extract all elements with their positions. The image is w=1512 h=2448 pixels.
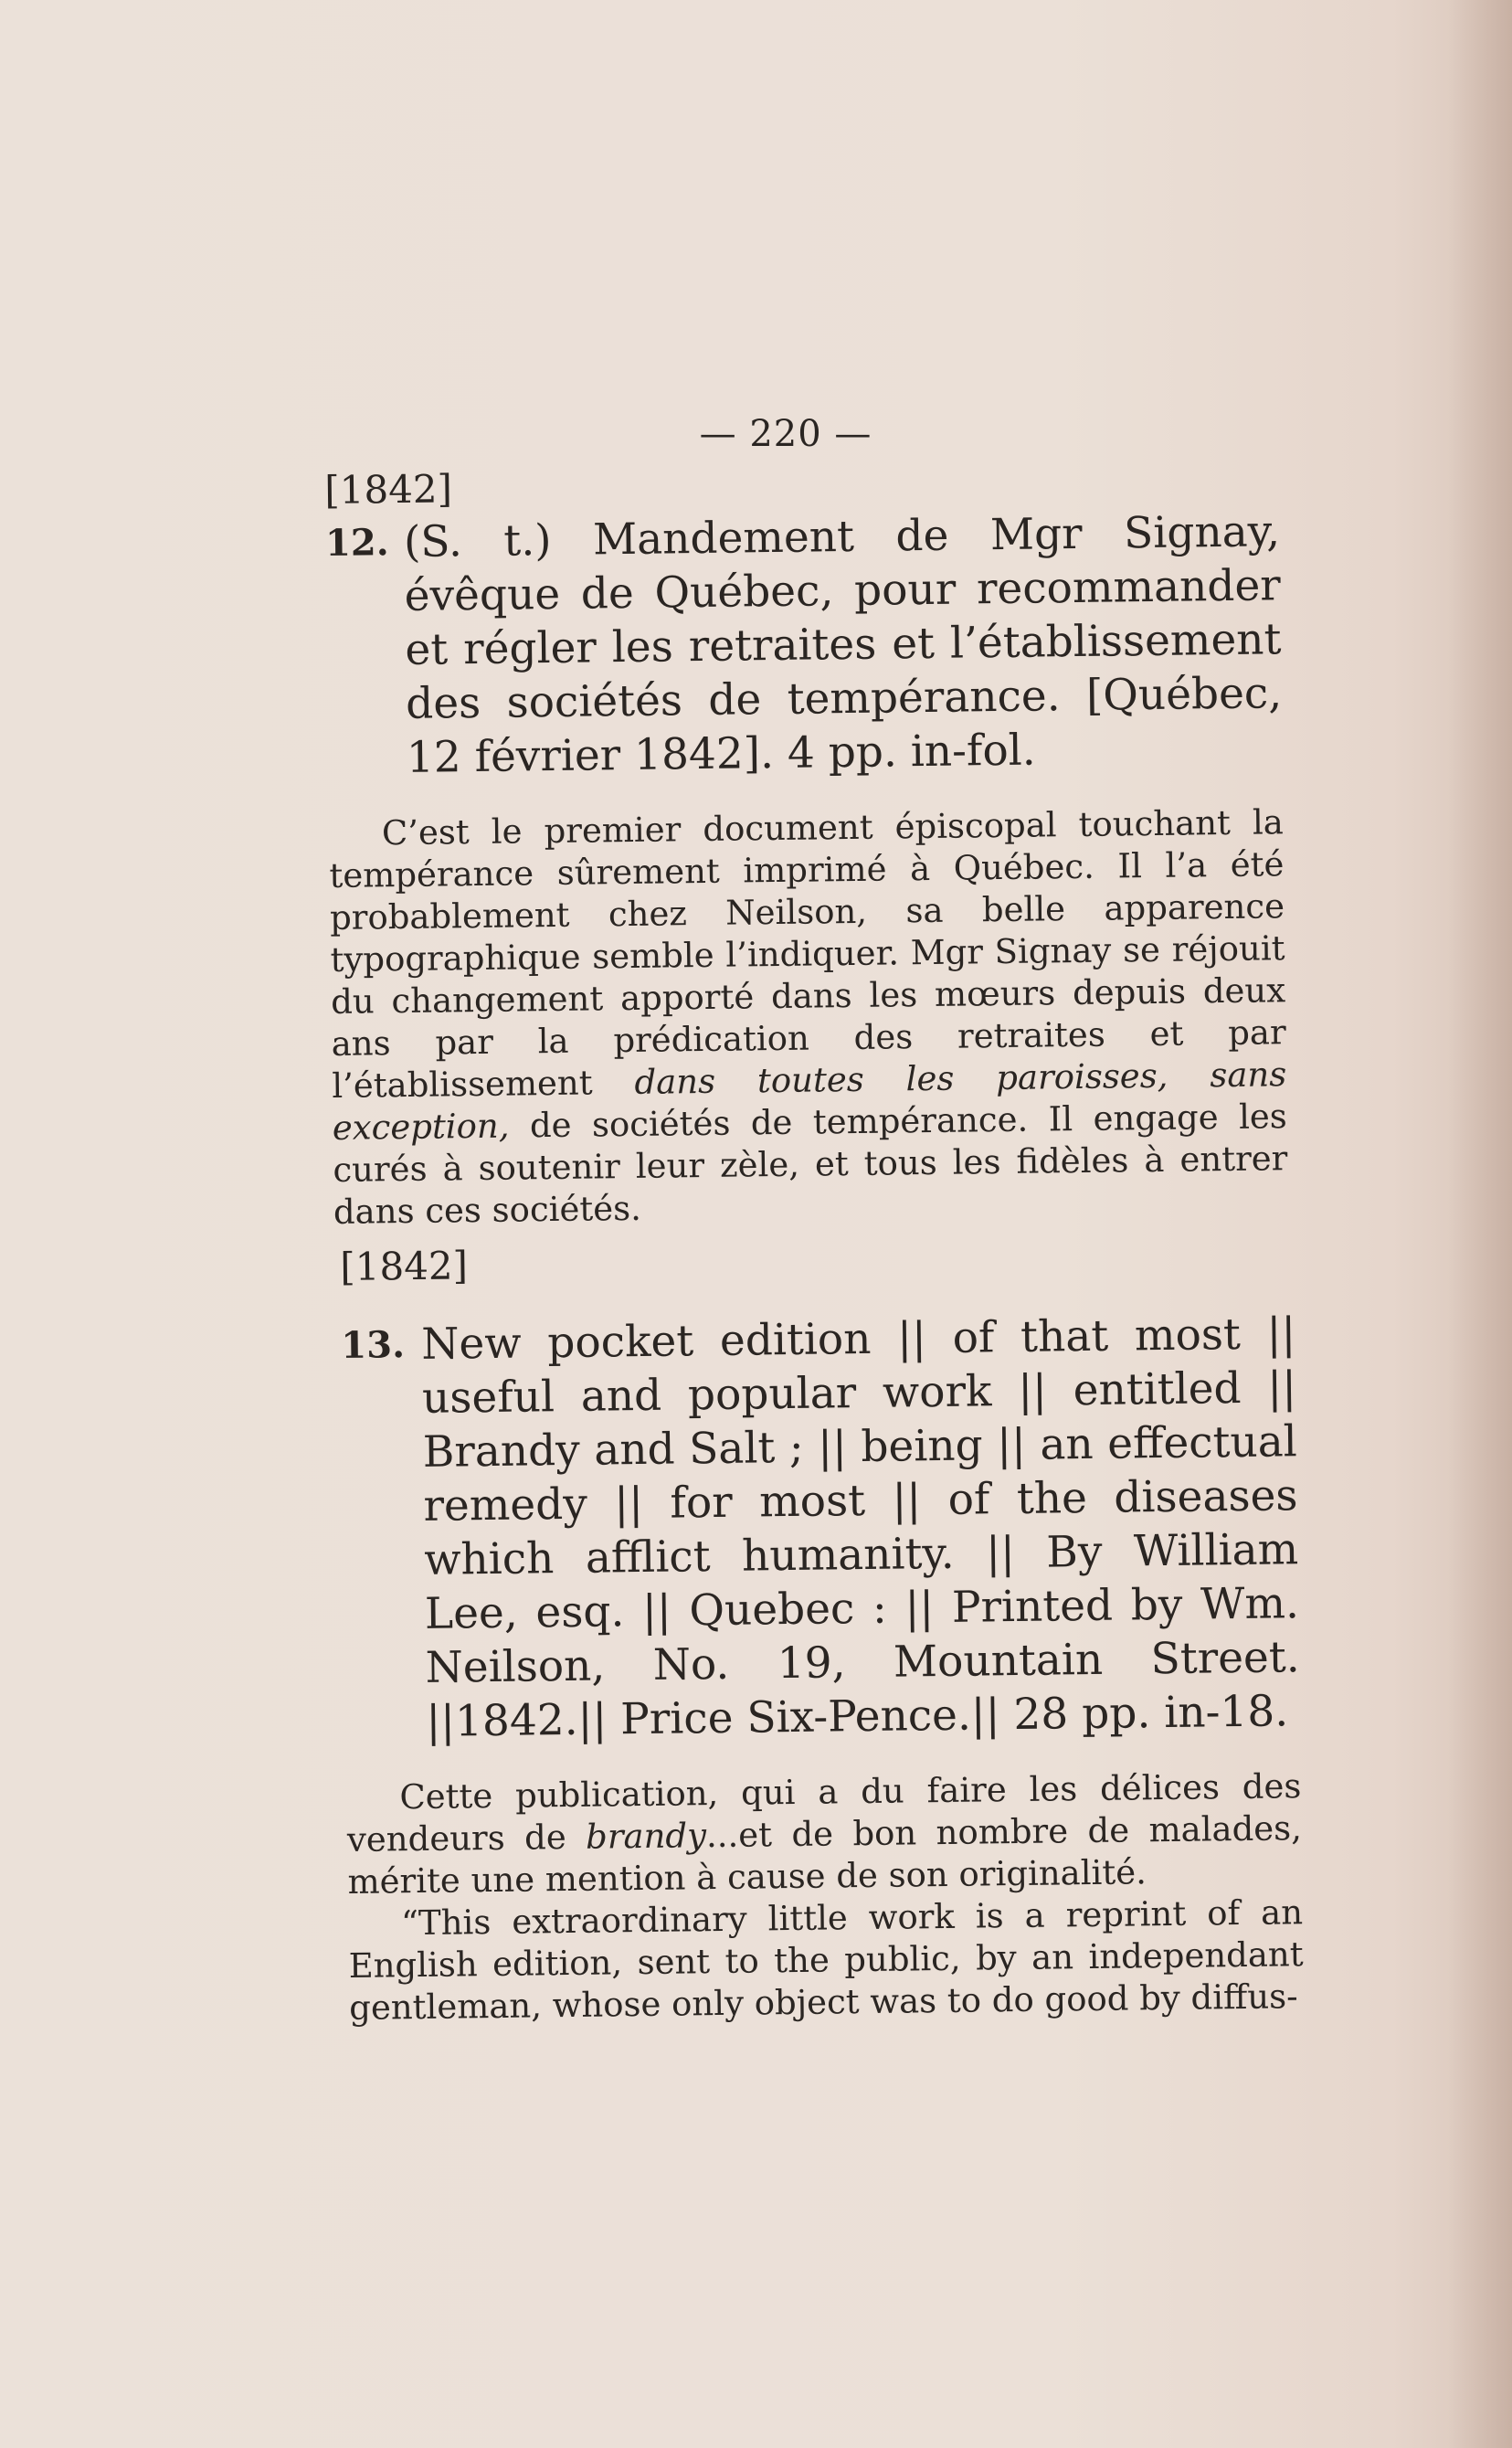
entry-number: 12. [324, 520, 389, 565]
note-text-end: ...et de bon nombre de malades, mérite une mention à cause de son originalité. [347, 1807, 1303, 1902]
entry-text: New pocket edition || of that most || useful and popular work || entitled || Brandy and Salt ; || being || an effectual remedy || for most || of the diseases which afflict humanity. || By William Lee, esq. || Quebec : || Printed by Wm. Neilson, No. 19, Mountain Street. ||1842.|| Price Six-Pence.|| 28 pp. in-18. [421, 1308, 1300, 1747]
note-italic-text: dans toutes les paroisses, sans exception, [332, 1054, 1287, 1148]
page-number: — 220 — [699, 413, 872, 455]
note-paragraph [329, 801, 1289, 1234]
note-paragraph [346, 1765, 1303, 1903]
entry-description [341, 1307, 1301, 1750]
page-edge-shadow [1448, 0, 1512, 2448]
note-italic-text: brandy [585, 1815, 707, 1857]
entry-block-13 [340, 1231, 1304, 2029]
note-quote-paragraph: “This extraordinary little work is a reprint of an English edition, sent to the public, by an independant gentleman, whose only object was to do good by diffus- [348, 1892, 1304, 2028]
entry-number: 13. [341, 1322, 406, 1367]
note-text: Cette publication, qui a du faire les délices des vendeurs de [346, 1765, 1302, 1860]
entry-note [329, 801, 1289, 1234]
entry-text: (S. t.) Mandement de Mgr Signay, évêque de Québec, pour recommander et régler les retraites et l’établissement des sociétés de tempérance. [Québec, 12 février 1842]. 4 pp. in-fol. [403, 505, 1283, 783]
entry-year: [1842] [324, 466, 453, 513]
note-text-end: de sociétés de tempérance. Il engage les curés à soutenir leur zèle, et tous les fidèles à entrer dans ces sociétés. [333, 1096, 1288, 1232]
entry-year: [1842] [340, 1243, 469, 1289]
note-text: C’est le premier document épiscopal touchant la tempérance sûrement imprimé à Québec. Il l’a été probablement chez Neilson, sa belle apparence typographique semble l’indiquer. Mgr Signay se réjouit du changement apporté dans les mœurs depuis deux ans par la prédication des retraites et par l’établissement [329, 801, 1286, 1106]
entry-description [325, 504, 1284, 786]
entry-note [346, 1765, 1304, 2029]
entry-block-12 [324, 454, 1288, 1233]
